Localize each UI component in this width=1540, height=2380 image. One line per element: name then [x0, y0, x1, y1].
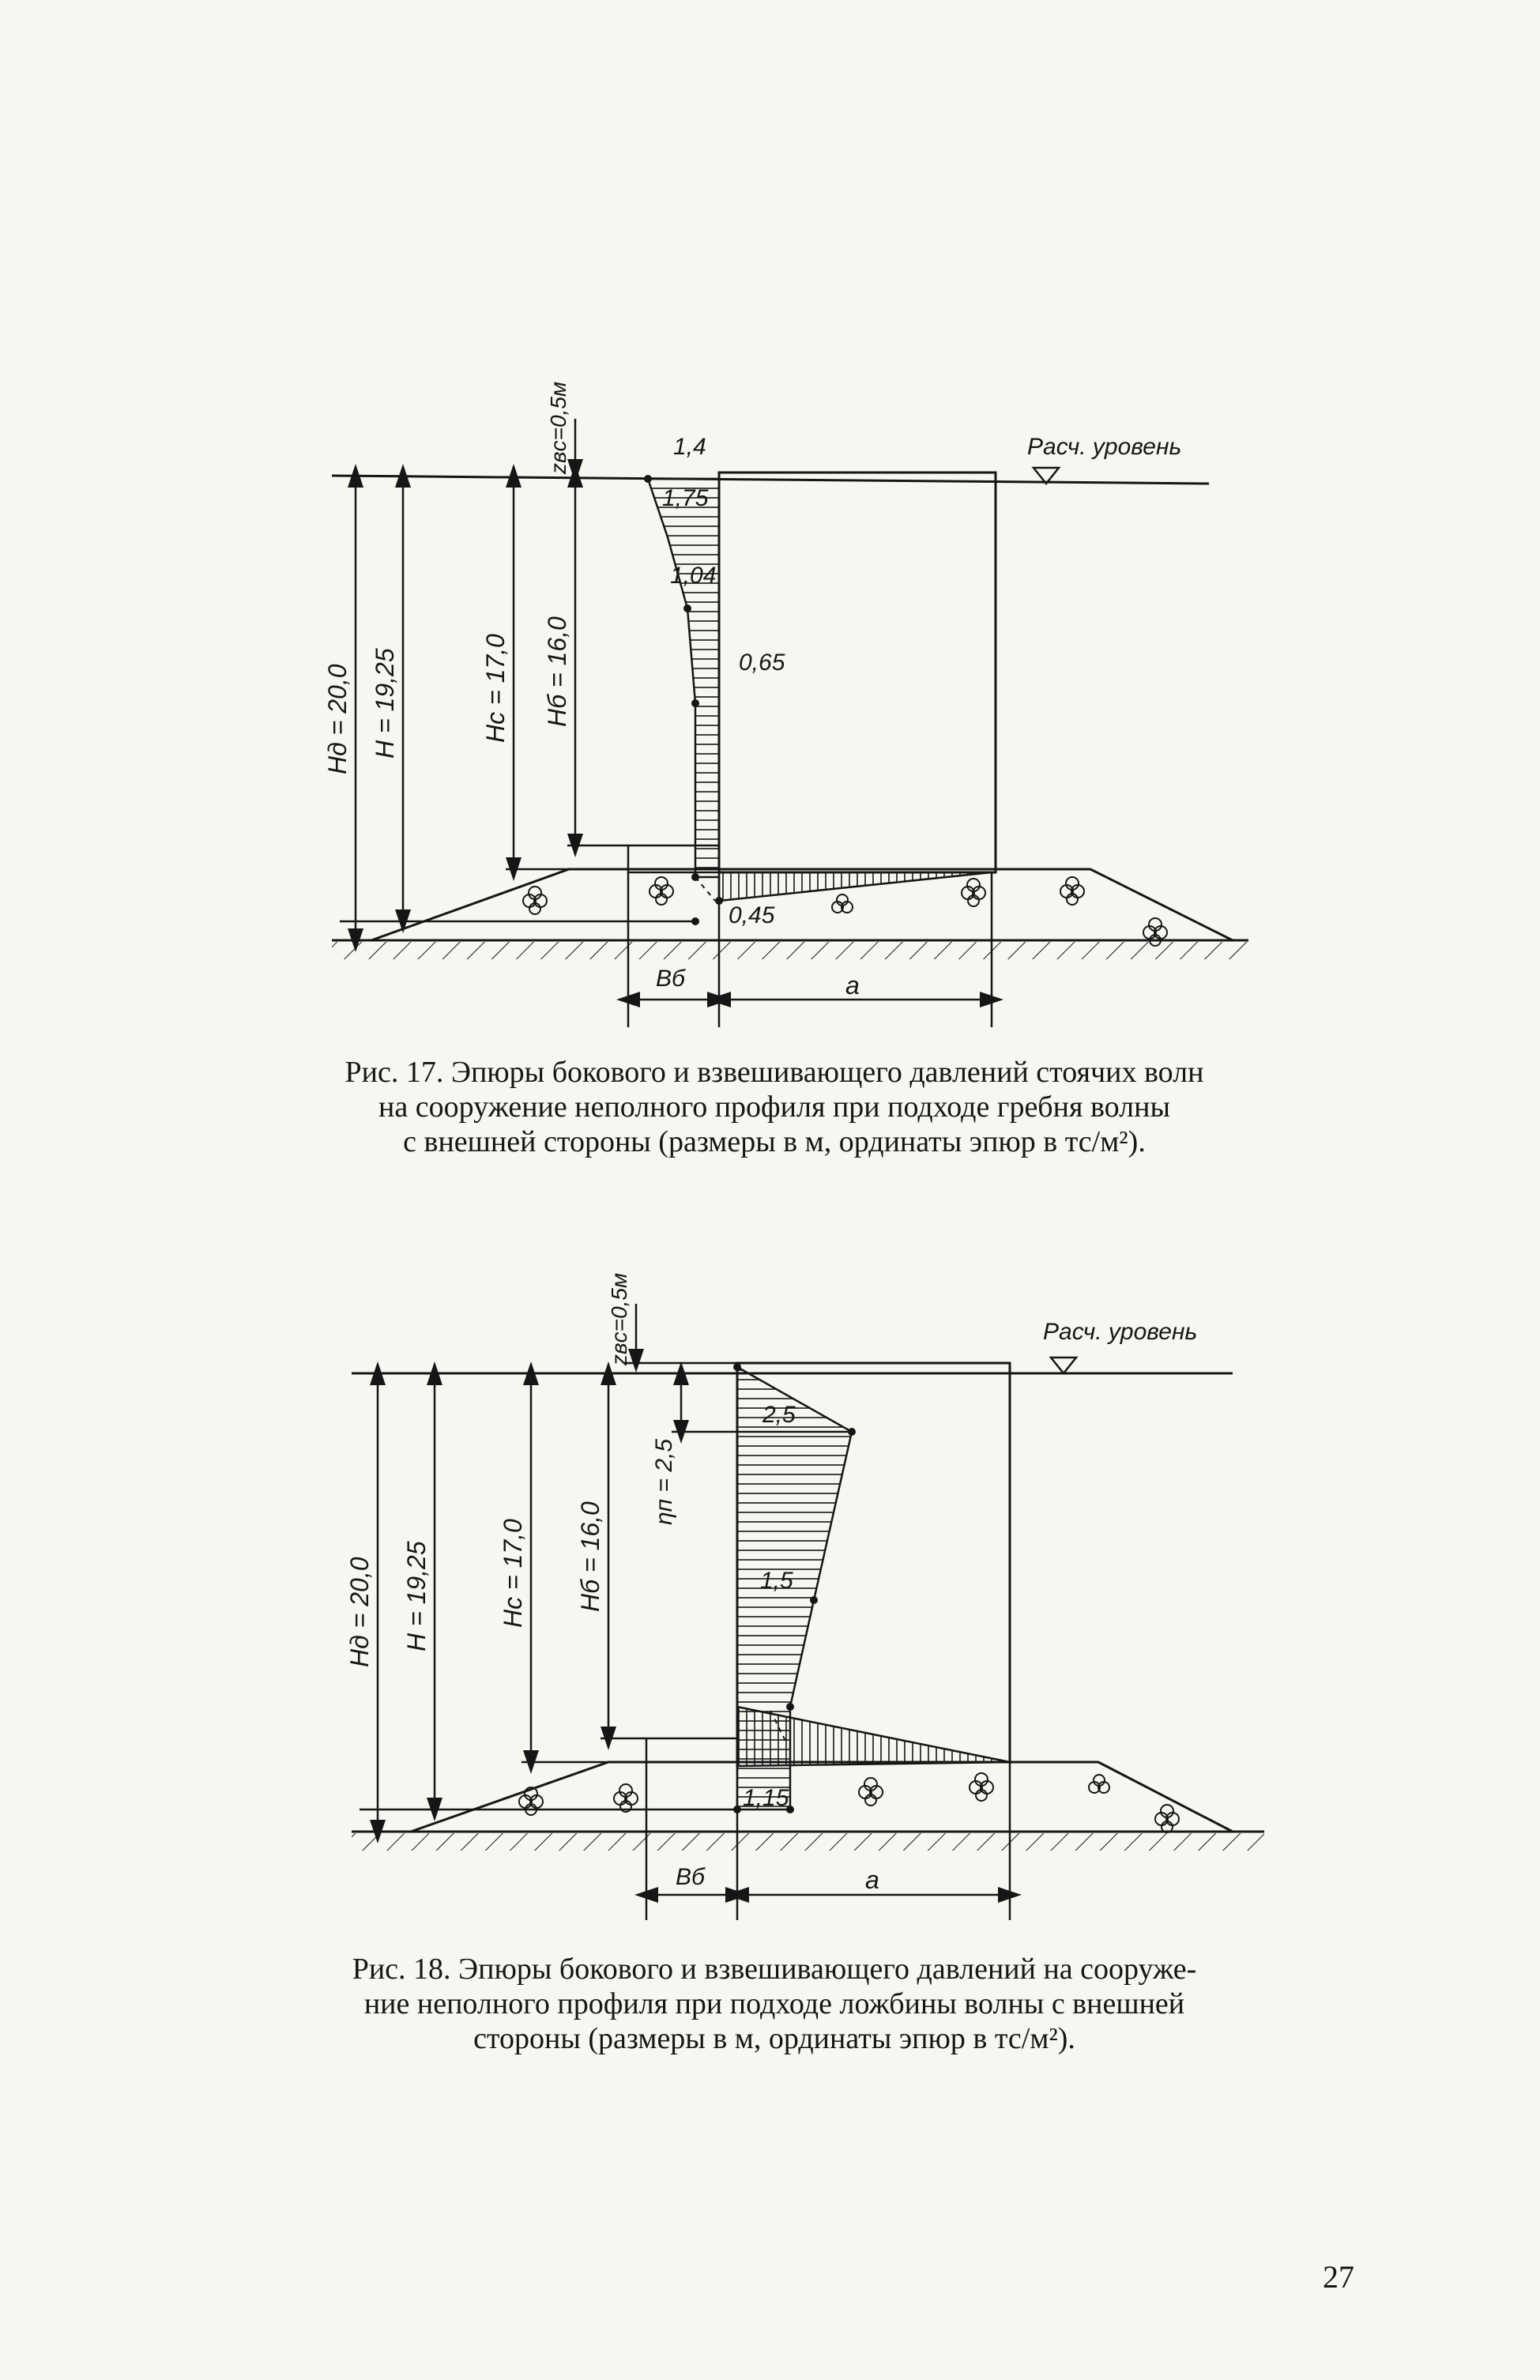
figure-17-caption	[316, 1055, 1233, 1159]
level-label: Расч. уровень	[1043, 1319, 1198, 1345]
label-hc: Hc = 17,0	[481, 634, 510, 743]
figure-18-caption	[316, 1952, 1233, 2056]
ordinate-bottom: 0,45	[729, 902, 775, 928]
label-eta: ηп = 2,5	[651, 1438, 677, 1525]
water-level-line	[332, 476, 1209, 484]
uplift-pressure-epure	[737, 1707, 1010, 1766]
figure-17-diagram	[0, 0, 1540, 1043]
stones	[519, 1773, 1179, 1832]
ordinate-1: 1,75	[662, 485, 709, 511]
label-h: H = 19,25	[402, 1541, 431, 1651]
dashed-link	[695, 877, 715, 901]
ground-hatch	[332, 942, 1248, 959]
figure-18-diagram	[0, 1217, 1540, 1928]
label-z: zвc=0,5м	[607, 1272, 631, 1365]
berm-block	[646, 1738, 737, 1762]
label-hd: Hд = 20,0	[323, 664, 352, 774]
ordinate-2: 1,5	[760, 1568, 793, 1594]
label-a: a	[865, 1866, 879, 1894]
caption-line: Рис. 18. Эпюры бокового и взвешивающего давлений на сооруже-	[352, 1953, 1197, 1986]
rubble-mound	[411, 1762, 1233, 1832]
ordinate-3: 0,65	[739, 650, 785, 676]
label-bb: Bб	[676, 1864, 705, 1890]
uplift-pressure-epure	[719, 872, 992, 901]
label-hd: Hд = 20,0	[345, 1557, 374, 1667]
label-h: H = 19,25	[371, 648, 399, 759]
level-triangle-icon	[1051, 1358, 1076, 1373]
ordinate-top: 1,4	[673, 434, 706, 460]
label-bb: Bб	[656, 966, 685, 992]
caption-line: Рис. 17. Эпюры бокового и взвешивающего давлений стоячих волн	[345, 1056, 1204, 1089]
ordinate-1: 2,5	[762, 1402, 796, 1428]
label-hb: Hб = 16,0	[576, 1501, 604, 1612]
caption-line: с внешней стороны (размеры в м, ординаты эпюр в тс/м²).	[403, 1125, 1146, 1158]
label-hb: Hб = 16,0	[543, 616, 571, 727]
caption-line: ние неполного профиля при подходе ложбины волны с внешней	[363, 1987, 1185, 2020]
level-label: Расч. уровень	[1027, 434, 1182, 460]
ordinate-2: 1,04	[670, 563, 717, 589]
label-z: zвc=0,5м	[546, 381, 570, 474]
label-a: a	[845, 971, 860, 1000]
ground-hatch	[352, 1833, 1264, 1851]
caption-line: на сооружение неполного профиля при подходе гребня волны	[378, 1090, 1170, 1124]
ordinate-bottom: 1,15	[743, 1785, 789, 1811]
side-pressure-epure	[648, 479, 719, 877]
caption-line: стороны (размеры в м, ординаты эпюр в тс/м²).	[473, 2022, 1075, 2055]
label-hc: Hc = 17,0	[499, 1519, 527, 1628]
page-number: 27	[1323, 2259, 1354, 2295]
